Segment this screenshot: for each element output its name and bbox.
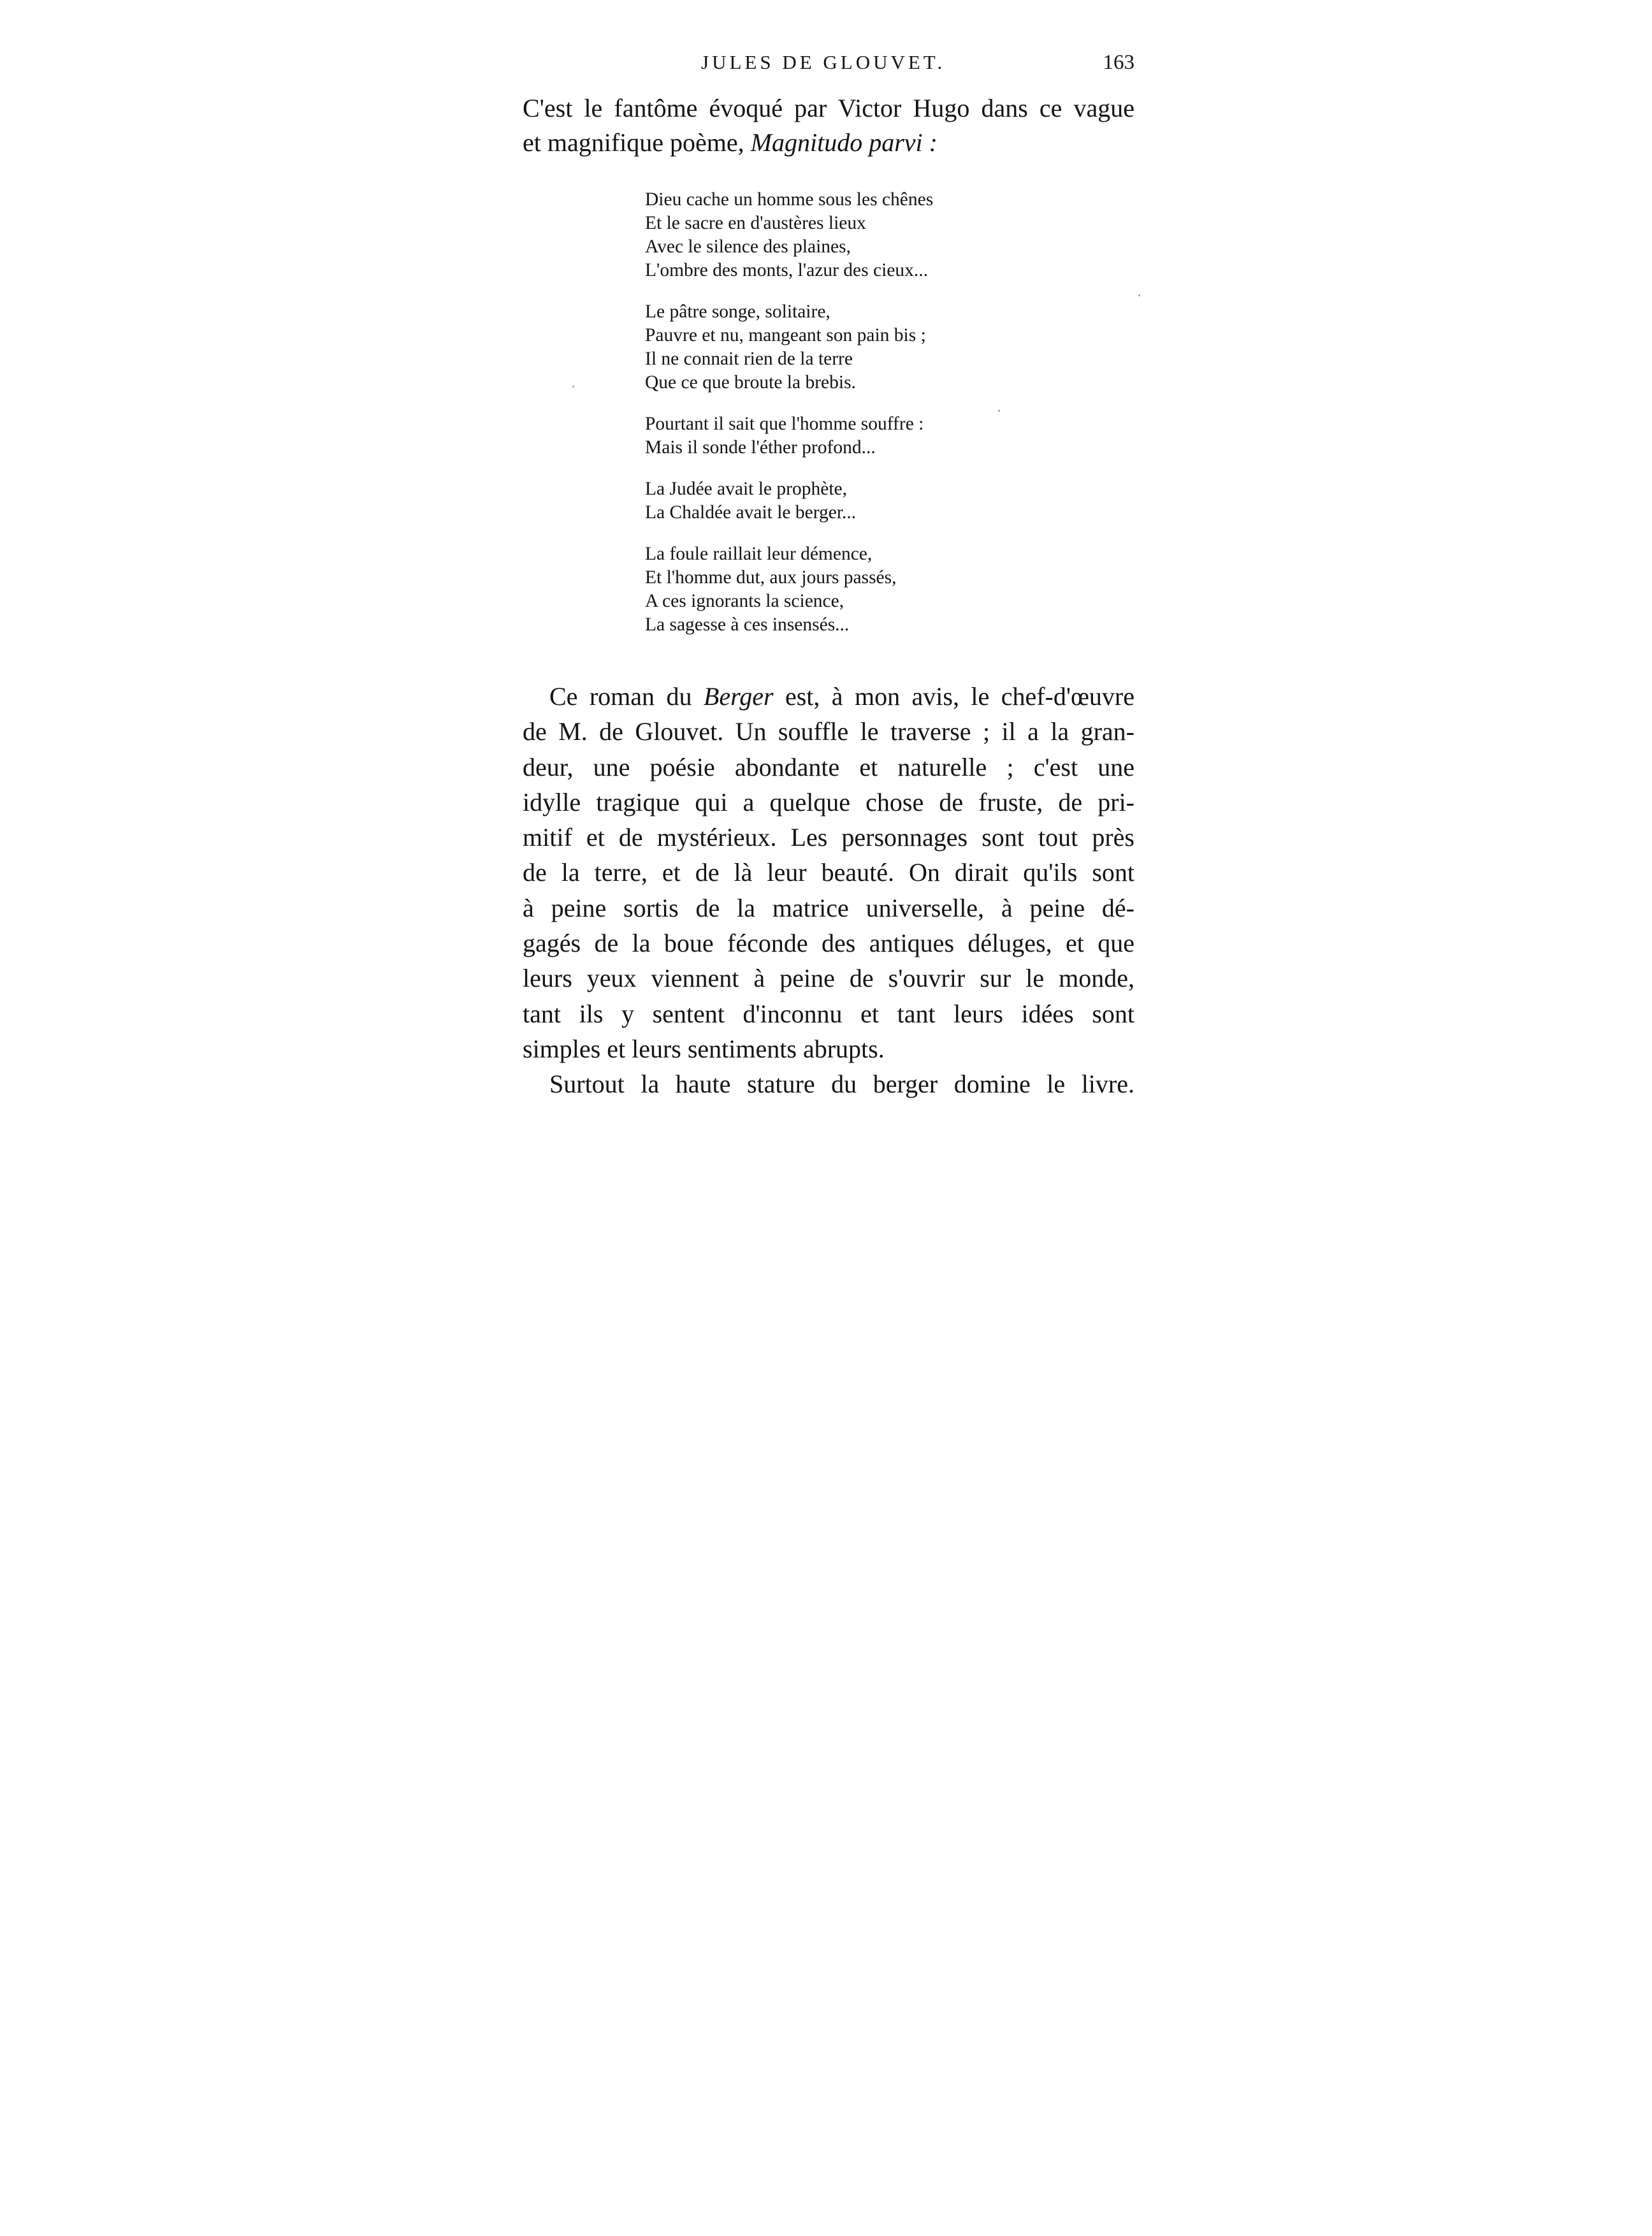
verse-line: Pourtant il sait que l'homme souffre : [645,414,924,434]
poem-excerpt [645,188,1104,655]
verse-line: La sagesse à ces insensés... [645,614,850,635]
paragraph-line: mitif et de mystérieux. Les personnages sont tout près [523,823,1134,852]
verse-line: Le pâtre songe, solitaire, [645,301,830,322]
book-title: Berger [703,682,774,711]
paragraph-line: à peine sortis de la matrice universelle, à peine dé- [523,893,1134,922]
running-title: JULES DE GLOUVET. [701,51,946,73]
verse-line: La Judée avait le prophète, [645,479,847,499]
verse-line: Mais il sonde l'éther profond... [645,437,876,458]
paragraph-line: leurs yeux viennent à peine de s'ouvrir sur le monde, [523,964,1134,993]
intro-text: et magnifique poème, [523,128,751,157]
verse-line: L'ombre des monts, l'azur des cieux... [645,260,928,280]
paragraph-line: de la terre, et de là leur beauté. On dirait qu'ils sont [523,858,1134,887]
verse-line: La foule raillait leur démence, [645,544,873,564]
paragraph-line: gagés de la boue féconde des antiques déluges, et que [523,929,1134,958]
page-number: 163 [1103,51,1134,74]
verse-line: Il ne connait rien de la terre [645,349,853,369]
verse-line: La Chaldée avait le berger... [645,502,857,523]
scan-speck [998,410,1000,412]
page-header [523,50,1134,88]
poem-title: Magnitudo parvi : [750,128,938,157]
poem-stanza [645,412,1104,460]
poem-stanza [645,542,1104,637]
paragraph-line: simples et leurs sentiments abrupts. [523,1034,885,1063]
poem-stanza [645,477,1104,525]
verse-line: Pauvre et nu, mangeant son pain bis ; [645,325,926,345]
body-text [523,679,1134,1102]
scan-speck [572,386,574,388]
verse-line: Et le sacre en d'austères lieux [645,213,866,233]
text-run: Ce roman du [549,682,704,711]
text-run: est, à mon avis, le chef-d'œuvre [773,682,1135,711]
paragraph-line: de M. de Glouvet. Un souffle le traverse ; il a la gran- [523,717,1134,746]
paragraph-berger [523,679,1134,1066]
paragraph-line: Surtout la haute stature du berger domine le livre. [549,1070,1134,1099]
paragraph-line: tant ils y sentent d'inconnu et tant leurs idées sont [523,999,1134,1028]
paragraph-line: idylle tragique qui a quelque chose de fruste, de pri- [523,787,1134,817]
paragraph-line: deur, une poésie abondante et naturelle ; c'est une [523,752,1134,781]
poem-stanza [645,188,1104,282]
paragraph-line [523,679,1134,714]
verse-line: Et l'homme dut, aux jours passés, [645,567,897,588]
poem-stanza [645,300,1104,395]
verse-line: Dieu cache un homme sous les chênes [645,189,934,210]
paragraph-surtout [523,1066,1134,1101]
scan-speck [1138,294,1140,296]
intro-line: C'est le fantôme évoqué par Victor Hugo dans ce vague [523,94,1134,122]
verse-line: A ces ignorants la science, [645,591,844,611]
intro-line [523,126,1134,160]
intro-paragraph [523,91,1134,160]
verse-line: Que ce que broute la brebis. [645,372,856,393]
verse-line: Avec le silence des plaines, [645,236,851,257]
